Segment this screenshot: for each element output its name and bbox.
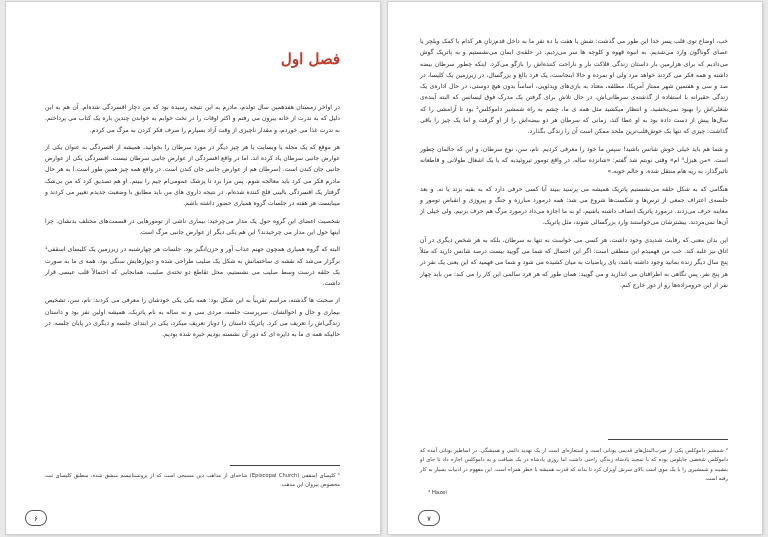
paragraph: این بدان معنی که رقابت شدیدی وجود داشت، هر کسی می خواست نه تنها به سرطان، بلکه به هر شخص دیگری در آن اتاق نیز غلبه کند. خب من فهمیدم این منطقی است: اگر این احتمال که شما می گویید بیست درصد شانس دارید که مثلاً پنج سال دیگر زنده بمانید وجود داشته باشد، یای ریاضیات به میان کشیده می شود و شما می فهمید که این یعنی یک نفر در هر پنج نفر. پس نگاهی به اطرافتان می اندازید و می گویید: همان طور که هر فرد سالمی این کار را می کند: من باید چهار نفر از این حرومزاده‌ها رو از دور خارج کنم. bbox=[420, 236, 728, 289]
page-number: ۷ bbox=[418, 510, 440, 526]
footnote-divider bbox=[608, 439, 728, 440]
right-page bbox=[388, 2, 762, 534]
paragraph: و شما هم باید خیلی خوش شانس باشید! سپس ما خود را معرفی کردیم. نام، سن، نوع سرطان، و این که حالمان چطور است. «من هیزل³ ام» وقتی نوبتم شد گفتم: «شانزده ساله. در واقع تومور تیروئیدیه که با یک اشغال طولانی و قاطعانه تاثیرگذار، به ریه هام منتقل شده. و حالم خوبه.» bbox=[420, 145, 728, 176]
paragraph: شخصیت اعضای این گروه حول یک مدار می‌چرخید: بیماری ناشی از تومورهایی در قسمت‌های مختلف بدنشان. چرا اینها حول این مدار می چرخیدند؟ این هم یکی دیگر از عوارض جانبی مرگ است. bbox=[45, 217, 340, 236]
paragraph: هر موقع که یک مجله یا وبسایت یا هر چیز دیگر در مورد سرطان را بخوانید، همیشه از افسردگی به عنوان یکی از عوارض جانبی سرطان یاد کرده اند. اما در واقع افسردگی از عوارض جانبی سرطان نیست. افسردگی یکی از عوارض جانبی جان کندن است. (سرطان هم از عوارض جانبی جان کندن است. در واقع همه چیز همین طور است.) به هر حال مادرم فکر می کرد باید معالجه شوم. پس مرا برد تا پزشک عمومی‌ام جیم را ببینم. او هم تصدیق کرد که من بی‌شک گرفتار یک افسردگی بالینی فلج کننده شده‌ام. در نتیجه داروی های من باید مطابق با وضعیت جدیدم تغییر می کردند و میبایست هر هفته در جلسات گروه همیاری حضور داشته باشم. bbox=[45, 143, 340, 208]
paragraph: هنگامی که به شکل حلقه می‌نشستیم پاتریک همیشه می پرسید ببیند آیا کسی حرفی دارد که به بقیه بزند یا نه. و بعد جلسه‌ی اعتراف جمعی از ترس‌ها و شکست‌ها شروع می شد: همه درمورد مبارزه و جنگ و پیروزی و انقباض تومور و معاینه حرف می‌زدند. درمورد پاتریک انصاف داشته باشیم، او به ما اجازه می‌داد درمورد مرگ هم حرف بزنیم. ولی خیلی از آن‌ها نمی‌مردند. بیشترشان می‌خواستند وارد بزرگسالی شوند، مثل پاتریک. bbox=[420, 185, 728, 227]
footnote: ² شمشیر داموکلس یکی از ضرب‌المثل‌های قدیمی یونانی است و استعاره‌ای است از یک تهدید دائمی و همیشگی. در اساطیر یونانی آمده که داموکلس شخصی چاپلوس بوده که با تمجید پادشاه زندگی راحتی داشت اما روزی پادشاه در یک ضیافت و به داموکلس اجازه داد تا جای او بنشیند و شمشیری را با یک موی اسب بالای سرش آویزان کرد تا بداند که قدرت همیشه با خطر همراه است. این مفهوم در ادبیات بسیار به کار رفته است. bbox=[420, 448, 728, 483]
left-page bbox=[6, 2, 380, 534]
paragraph: البته که گروه همیاری همچون جهنم عذاب آور و حزن‌انگیز بود. جلسات هر چهارشنبه در زیرزمین یک کلیسای اسقفی¹ برگزار می‌شد که نقشه ی ساختمانش به شکل یک صلیب طراحی شده و دیوارهایش سنگی بود. همه ی ما به صورت یک حلقه درست وسط صلیب می نشستیم، محل تقاطع دو تخته‌ی صلیب، همانجایی که احتمالاً قلب عیسی قرار داشت. bbox=[45, 246, 340, 288]
page-number: ۶ bbox=[25, 510, 47, 526]
right-body-text bbox=[420, 36, 728, 297]
footnote-latin: ³ Hazel bbox=[428, 490, 447, 496]
left-body-text bbox=[45, 102, 340, 347]
paragraph: در اواخر زمستان هفدهمین سال تولدم، مادرم به این نتیجه رسیده بود که من دچار افسردگی شده‌ام. آن هم به این دلیل که به ندرت از خانه بیرون می رفتم و اکثر اوقات را در تخت خوابم به خواندن چندین باره یک کتاب می پرداختم. به ندرت غذا می خوردم، و مقدار ناچیزی از وقت آزاد بسیارم را صرف فکر کردن به مرگ می کردم. bbox=[45, 104, 340, 134]
chapter-title: فصل اول bbox=[280, 50, 340, 68]
footnote-divider bbox=[230, 465, 340, 466]
paragraph: خب، اوضاع توی قلب پسر خدا این طور می گذشت: شش یا هفت یا ده نفر ما به داخل قدم‌زنان‌ِ هر کدام با کمک ویلچر یا عصای گوناگون وارد می‌شدیم. به انبوه قهوه و کلوچه ها سر می‌زدیم، در حلقه‌ی ایمان می‌نشستیم و به پاتریک گوش می‌دادیم که برای هزارمین بار داستان زندگی فلاکت بار و ناراحت کننده‌اش را بازگو می‌کرد. اینکه چطور سرطان بیضه داشته و همه فکر می کردند خواهد مرد ولی او نمرده و حالا اینجاست، یک فرد بالغ و بزرگسال، در زیرزمین یک کلیسا، در صد و سی و هفتمین شهر ممتاز آمریکا، مطلقه، معتاد به بازی‌های ویدئویی، اساساً بدون هیچ دوستی، در حال اداره‌ی یک زندگی حقیرانه با استفاده از گذشته‌ی سرطانی‌اش، در حال تلاش برای گرفتن یک مدرک فوق لیسانس که البته آینده‌ی شغلی‌اش را بهبود نمی‌بخشید، و انتظار میکشید مثل همه ی ما، چشم به راه شمشیر داموکلس² بود تا آرامشی را که سال‌ها پیش از دست داده بود به او عطا کند، زمانی که سرطان هر دو بیضه‌اش را از او گرفت و اما یک چیز را باقی گذاشت: چیزی که تنها یک خوش‌قلب‌ترین ملحد ممکن است آن را زندگی بگذارد. bbox=[420, 38, 728, 136]
paragraph: از صحبت ها گذشته، مراسم تقریباً به این شکل بود: همه یکی یکی خودشان را معرفی می کردند: نام، سن، تشخیص بیماری و حال و احوالشان. سرپرست جلسه، مردی سی و نه ساله به نام پاتریک، همیشه اولین نفر بود و داستان زندگی‌اش را تعریف می کرد. پاتریک داستان را دوبار تعریف میکرد، یکی در ابتدای جلسه و دیگری در پایان جلسه. در حالیکه همه ی ما به دایره ای که دور آن نشسته بودیم خیره شده بودیم. bbox=[45, 297, 340, 339]
footnote: ¹ کلیسای اسقفی (Episcopal Church) شاخه‌ای از مذاهب دین مسیحی است که از پروتستانیسم منشق شده، منطبق کلیسای ثبت مخصوص پیروان این مذهب. bbox=[45, 473, 340, 489]
